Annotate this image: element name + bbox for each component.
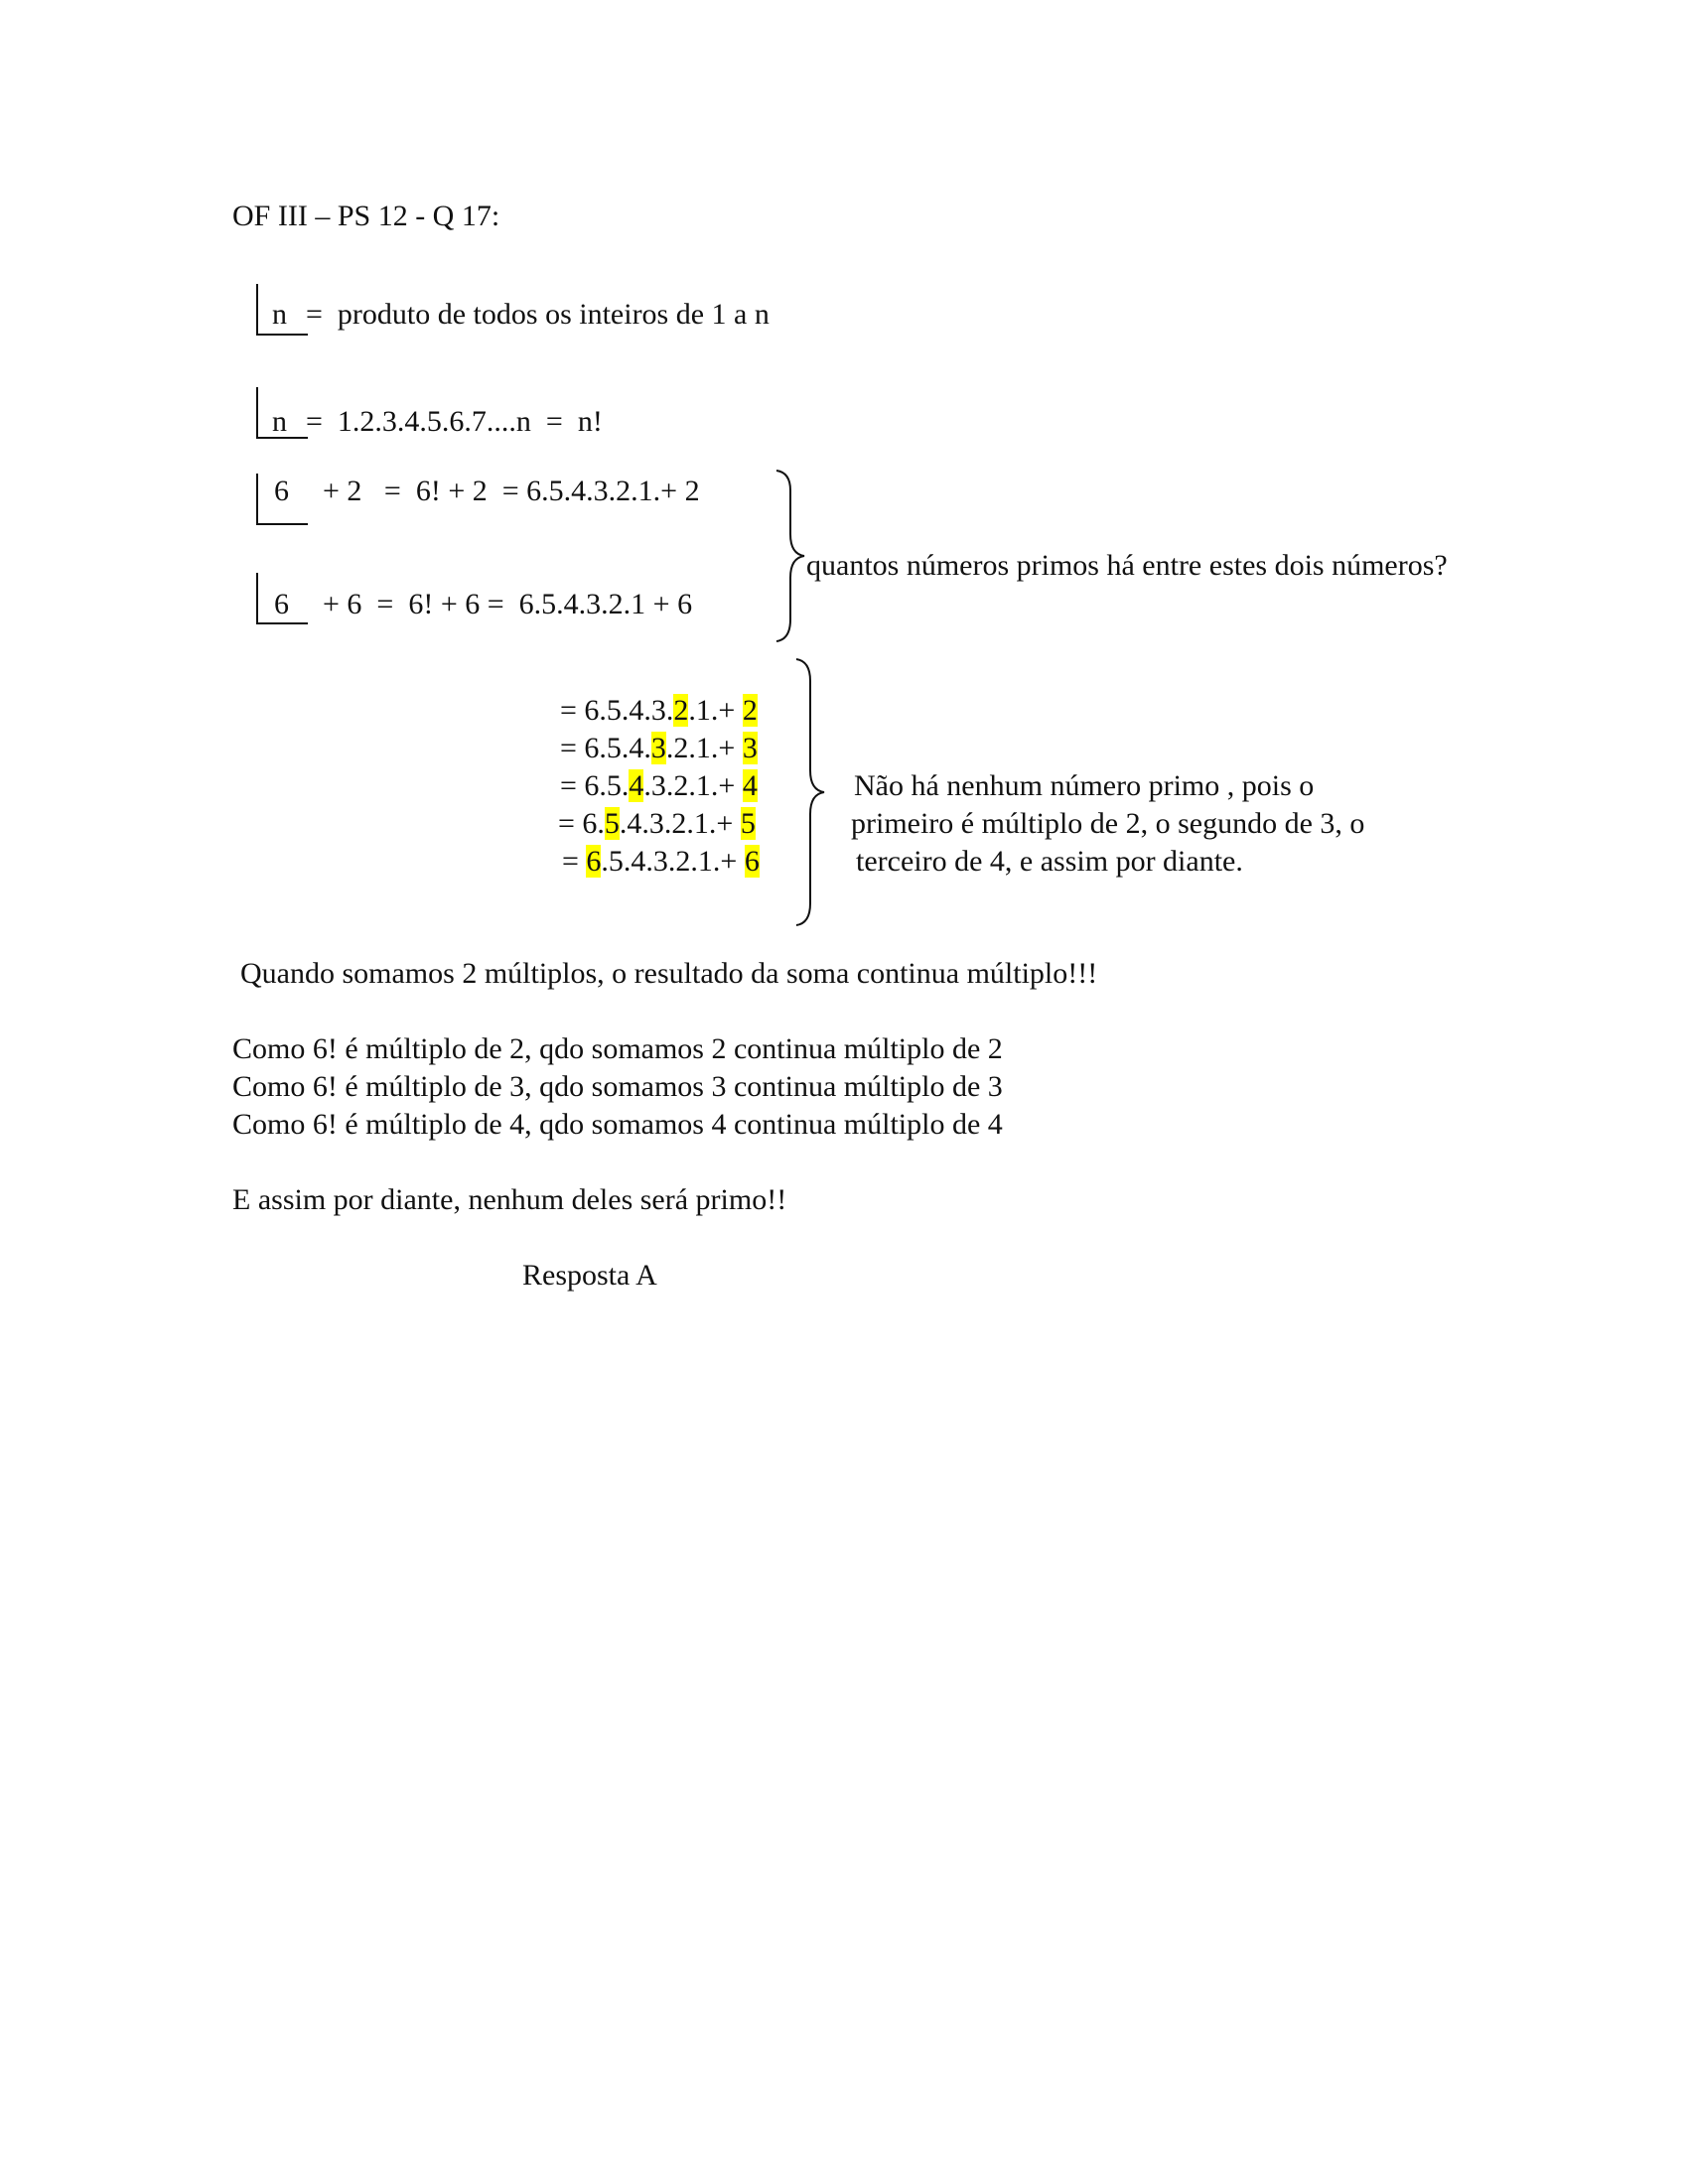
factorial-symbol: n (272, 405, 287, 438)
document-title: OF III – PS 12 - Q 17: (232, 200, 500, 232)
derivation-row: = 6.5.4.3.2.1.+ 4 (560, 769, 758, 802)
curly-brace (794, 657, 834, 927)
derivation-row: = 6.5.4.3.2.1.+ 5 (558, 807, 756, 840)
expansion-text: = 1.2.3.4.5.6.7....n = n! (306, 405, 603, 438)
answer: Resposta A (522, 1259, 657, 1292)
derivation-row: = 6.5.4.3.2.1.+ 2 (560, 694, 758, 727)
multiple-line: Como 6! é múltiplo de 4, qdo somamos 4 continua múltiplo de 4 (232, 1108, 1003, 1141)
factorial-symbol: n (272, 298, 287, 331)
multiple-line: Como 6! é múltiplo de 2, qdo somamos 2 continua múltiplo de 2 (232, 1032, 1003, 1065)
explanation-line: Não há nenhum número primo , pois o (854, 769, 1315, 802)
explanation-line: primeiro é múltiplo de 2, o segundo de 3, o (851, 807, 1365, 840)
expression-2: + 6 = 6! + 6 = 6.5.4.3.2.1 + 6 (323, 588, 693, 620)
question-text: quantos números primos há entre estes dois números? (806, 549, 1448, 582)
derivation-row: = 6.5.4.3.2.1.+ 6 (562, 845, 760, 878)
factorial-symbol: 6 (274, 475, 289, 507)
conclusion: E assim por diante, nenhum deles será primo!! (232, 1183, 787, 1216)
explanation-line: terceiro de 4, e assim por diante. (856, 845, 1243, 878)
multiple-line: Como 6! é múltiplo de 3, qdo somamos 3 continua múltiplo de 3 (232, 1070, 1003, 1103)
derivation-row: = 6.5.4.3.2.1.+ 3 (560, 732, 758, 764)
sum-note: Quando somamos 2 múltiplos, o resultado da soma continua múltiplo!!! (240, 957, 1098, 990)
factorial-symbol: 6 (274, 588, 289, 620)
expression-1: + 2 = 6! + 2 = 6.5.4.3.2.1.+ 2 (323, 475, 700, 507)
definition-text: = produto de todos os inteiros de 1 a n (306, 298, 770, 331)
